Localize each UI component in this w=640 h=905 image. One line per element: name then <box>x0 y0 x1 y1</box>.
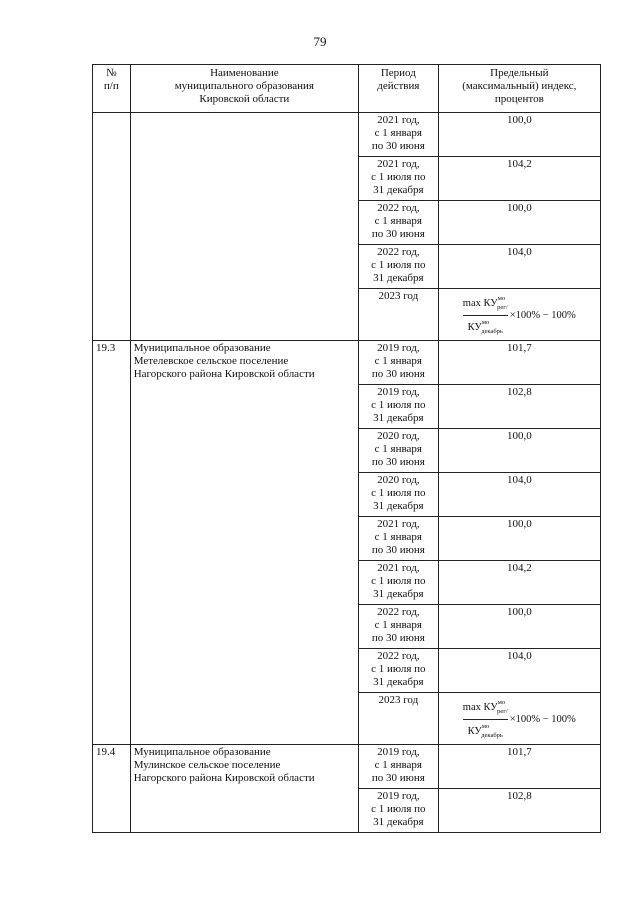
formula-fraction <box>463 292 508 339</box>
period-cell: 2023 год <box>359 289 439 341</box>
header-period-text: Период действия <box>377 67 420 92</box>
period-cell: 2022 год, с 1 января по 30 июня <box>359 201 439 245</box>
period-cell: 2021 год, с 1 июля по 31 декабря <box>359 561 439 605</box>
index-value: 100,0 <box>438 113 600 157</box>
formula-numerator <box>463 292 508 315</box>
row-number: 19.4 <box>93 745 131 833</box>
table-body <box>93 113 601 833</box>
period-cell: 2020 год, с 1 января по 30 июня <box>359 429 439 473</box>
index-value: 100,0 <box>438 605 600 649</box>
formula-sub-bottom: декабрь <box>481 328 503 335</box>
period-cell: 2022 год, с 1 июля по 31 декабря <box>359 245 439 289</box>
table-row <box>93 745 601 789</box>
page-number: 79 <box>313 34 327 49</box>
header-name <box>130 65 358 113</box>
index-value: 102,8 <box>438 385 600 429</box>
period-cell: 2019 год, с 1 января по 30 июня <box>359 341 439 385</box>
index-value: 104,2 <box>438 561 600 605</box>
formula-sup: мо <box>497 295 506 302</box>
period-cell: 2020 год, с 1 июля по 31 декабря <box>359 473 439 517</box>
formula-sub-top: рег/ <box>497 708 508 715</box>
formula-denominator <box>468 316 503 339</box>
index-value: 100,0 <box>438 201 600 245</box>
municipality-name: Муниципальное образование Метелевское сельское поселение Нагорского района Кировской области <box>130 341 358 745</box>
header-index-text: Предельный (максимальный) индекс, процентов <box>462 67 577 105</box>
index-value: 104,2 <box>438 157 600 201</box>
index-value: 102,8 <box>438 789 600 833</box>
header-index <box>438 65 600 113</box>
index-value: 104,0 <box>438 245 600 289</box>
header-num-text: № п/п <box>103 67 119 92</box>
municipality-name <box>130 113 358 341</box>
period-cell: 2021 год, с 1 января по 30 июня <box>359 113 439 157</box>
formula-denominator <box>468 720 503 743</box>
period-cell: 2022 год, с 1 июля по 31 декабря <box>359 649 439 693</box>
formula-max: max КУ <box>462 298 498 309</box>
municipality-name: Муниципальное образование Мулинское сельское поселение Нагорского района Кировской области <box>130 745 358 833</box>
header-period <box>359 65 439 113</box>
index-formula <box>442 696 597 743</box>
period-cell: 2019 год, с 1 июля по 31 декабря <box>359 789 439 833</box>
table-header-row <box>93 65 601 113</box>
period-cell: 2019 год, с 1 июля по 31 декабря <box>359 385 439 429</box>
table-row <box>93 113 601 157</box>
row-number: 19.3 <box>93 341 131 745</box>
period-cell: 2023 год <box>359 693 439 745</box>
index-value: 101,7 <box>438 745 600 789</box>
period-cell: 2019 год, с 1 января по 30 июня <box>359 745 439 789</box>
formula-sub-bottom: декабрь <box>481 732 503 739</box>
formula-sup: мо <box>497 699 506 706</box>
table-row <box>93 341 601 385</box>
index-value: 100,0 <box>438 517 600 561</box>
formula-den: КУ <box>467 322 482 333</box>
period-cell: 2021 год, с 1 июля по 31 декабря <box>359 157 439 201</box>
formula-numerator <box>463 696 508 719</box>
index-formula <box>442 292 597 339</box>
formula-sub-top: рег/ <box>497 304 508 311</box>
formula-tail: ×100% − 100% <box>509 714 576 725</box>
tariff-index-table <box>92 64 601 833</box>
formula-fraction <box>463 696 508 743</box>
index-value: 104,0 <box>438 649 600 693</box>
index-value: 100,0 <box>438 429 600 473</box>
index-value: 101,7 <box>438 341 600 385</box>
formula-tail: ×100% − 100% <box>509 310 576 321</box>
index-formula-cell <box>438 289 600 341</box>
formula-max: max КУ <box>462 702 498 713</box>
header-name-text: Наименование муниципального образования Кировской области <box>174 67 314 105</box>
row-number <box>93 113 131 341</box>
formula-sup-bottom: мо <box>481 319 490 326</box>
index-formula-cell <box>438 693 600 745</box>
formula-den: КУ <box>467 726 482 737</box>
period-cell: 2021 год, с 1 января по 30 июня <box>359 517 439 561</box>
formula-sup-bottom: мо <box>481 723 490 730</box>
index-value: 104,0 <box>438 473 600 517</box>
period-cell: 2022 год, с 1 января по 30 июня <box>359 605 439 649</box>
header-num <box>93 65 131 113</box>
